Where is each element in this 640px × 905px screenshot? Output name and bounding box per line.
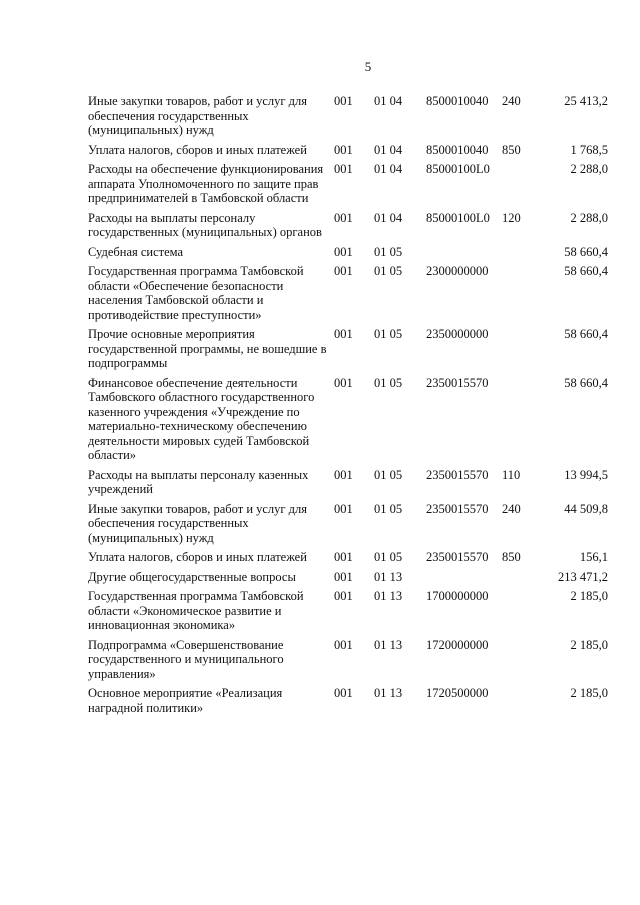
expense-item-name: Прочие основные мероприятия государственной программы, не вошедшие в подпрограммы xyxy=(88,327,327,370)
amount: 156,1 xyxy=(579,550,608,564)
target-article-code: 8500010040 xyxy=(426,94,489,108)
expense-item-name: Уплата налогов, сборов и иных платежей xyxy=(88,142,307,157)
department-code: 001 xyxy=(334,162,353,176)
table-row xyxy=(88,686,608,720)
target-article-code: 1720500000 xyxy=(426,686,489,700)
expense-item-name: Финансовое обеспечение деятельности Тамбовского областного государственного казенного учреждения «Учреждение по материально-техническому обеспечению деятельности мировых судей Тамбовской области» xyxy=(88,375,315,462)
target-article-code: 2350015570 xyxy=(426,467,489,482)
department-code: 001 xyxy=(334,637,353,652)
department-code: 001 xyxy=(334,94,353,108)
amount: 2 185,0 xyxy=(570,637,608,652)
target-article-code: 85000100L0 xyxy=(426,162,490,176)
amount: 58 660,4 xyxy=(564,327,608,341)
page-number: 5 xyxy=(364,59,372,74)
table-row xyxy=(88,589,608,638)
amount: 58 660,4 xyxy=(564,244,608,259)
amount: 44 509,8 xyxy=(564,501,608,516)
department-code: 001 xyxy=(334,550,353,564)
table-row xyxy=(88,245,608,265)
expense-item-name: Государственная программа Тамбовской области «Экономическое развитие и инновационная экономика» xyxy=(88,589,304,632)
expense-type-code xyxy=(502,327,542,376)
table-row xyxy=(88,211,608,245)
expense-type-code xyxy=(502,162,542,211)
target-article-code xyxy=(426,570,502,590)
expense-item-name: Иные закупки товаров, работ и услуг для обеспечения государственных (муниципальных) нужд xyxy=(88,501,308,545)
target-article-code: 1720000000 xyxy=(426,637,489,652)
department-code: 001 xyxy=(334,327,353,341)
department-code: 001 xyxy=(334,244,353,259)
department-code: 001 xyxy=(334,210,353,225)
amount: 2 185,0 xyxy=(570,589,608,603)
section-code: 01 05 xyxy=(374,244,403,259)
department-code: 001 xyxy=(334,589,353,603)
expense-type-code xyxy=(502,638,542,687)
amount: 25 413,2 xyxy=(564,94,608,108)
section-code: 01 04 xyxy=(374,210,403,225)
amount: 58 660,4 xyxy=(564,375,608,390)
section-code: 01 13 xyxy=(374,637,403,652)
target-article-code: 2350015570 xyxy=(426,550,489,564)
expense-item-name: Уплата налогов, сборов и иных платежей xyxy=(88,550,307,564)
section-code: 01 05 xyxy=(374,327,403,341)
amount: 1 768,5 xyxy=(570,142,608,157)
expense-type-code xyxy=(502,686,542,720)
expense-item-name: Государственная программа Тамбовской области «Обеспечение безопасности населения Тамбовской области и противодействие преступности» xyxy=(88,264,304,322)
expense-item-name: Расходы на выплаты персоналу государственных (муниципальных) органов xyxy=(88,210,322,239)
section-code: 01 05 xyxy=(374,467,403,482)
expense-type-code xyxy=(502,570,542,590)
target-article-code: 85000100L0 xyxy=(426,210,490,225)
table-row xyxy=(88,638,608,687)
amount: 213 471,2 xyxy=(558,569,608,584)
target-article-code xyxy=(426,245,502,265)
table-row xyxy=(88,327,608,376)
expense-item-name: Судебная система xyxy=(88,244,184,259)
expense-item-name: Расходы на выплаты персоналу казенных учреждений xyxy=(88,467,309,496)
section-code: 01 05 xyxy=(374,550,403,564)
table-row xyxy=(88,264,608,327)
budget-table-body xyxy=(88,94,608,720)
expense-type-code xyxy=(502,589,542,638)
section-code: 01 04 xyxy=(374,94,403,108)
table-row xyxy=(88,376,608,468)
amount: 2 288,0 xyxy=(570,162,608,176)
department-code: 001 xyxy=(334,686,353,700)
section-code: 01 04 xyxy=(374,142,403,157)
expense-item-name: Основное мероприятие «Реализация наградной политики» xyxy=(88,686,283,715)
table-row xyxy=(88,143,608,163)
table-row xyxy=(88,468,608,502)
expense-type-code: 240 xyxy=(502,501,521,516)
target-article-code: 2300000000 xyxy=(426,264,489,278)
department-code: 001 xyxy=(334,142,353,157)
section-code: 01 13 xyxy=(374,686,403,700)
section-code: 01 05 xyxy=(374,264,403,278)
department-code: 001 xyxy=(334,569,353,584)
table-row xyxy=(88,502,608,551)
table-row xyxy=(88,94,608,143)
amount: 58 660,4 xyxy=(564,264,608,278)
expense-type-code: 120 xyxy=(502,210,521,225)
section-code: 01 13 xyxy=(374,589,403,603)
amount: 13 994,5 xyxy=(564,467,608,482)
target-article-code: 1700000000 xyxy=(426,589,489,603)
section-code: 01 05 xyxy=(374,375,403,390)
department-code: 001 xyxy=(334,264,353,278)
expense-type-code xyxy=(502,376,542,468)
department-code: 001 xyxy=(334,375,353,390)
expense-item-name: Расходы на обеспечение функционирования аппарата Уполномоченного по защите прав предпринимателей в Тамбовской области xyxy=(88,162,324,205)
target-article-code: 2350000000 xyxy=(426,327,489,341)
section-code: 01 04 xyxy=(374,162,403,176)
expense-type-code xyxy=(502,245,542,265)
section-code: 01 05 xyxy=(374,501,403,516)
amount: 2 288,0 xyxy=(570,210,608,225)
expense-type-code xyxy=(502,264,542,327)
expense-item-name: Другие общегосударственные вопросы xyxy=(88,569,296,584)
table-row xyxy=(88,550,608,570)
table-row xyxy=(88,162,608,211)
target-article-code: 8500010040 xyxy=(426,142,489,157)
section-code: 01 13 xyxy=(374,569,403,584)
expense-item-name: Иные закупки товаров, работ и услуг для обеспечения государственных (муниципальных) нужд xyxy=(88,94,308,137)
expense-type-code: 850 xyxy=(502,550,521,564)
table-row xyxy=(88,570,608,590)
expense-type-code: 110 xyxy=(502,467,521,482)
department-code: 001 xyxy=(334,501,353,516)
expense-type-code: 850 xyxy=(502,142,521,157)
target-article-code: 2350015570 xyxy=(426,501,489,516)
expense-type-code: 240 xyxy=(502,94,521,108)
target-article-code: 2350015570 xyxy=(426,375,489,390)
amount: 2 185,0 xyxy=(570,686,608,700)
expense-item-name: Подпрограмма «Совершенствование государственного и муниципального управления» xyxy=(88,637,284,681)
budget-table xyxy=(88,94,608,720)
department-code: 001 xyxy=(334,467,353,482)
